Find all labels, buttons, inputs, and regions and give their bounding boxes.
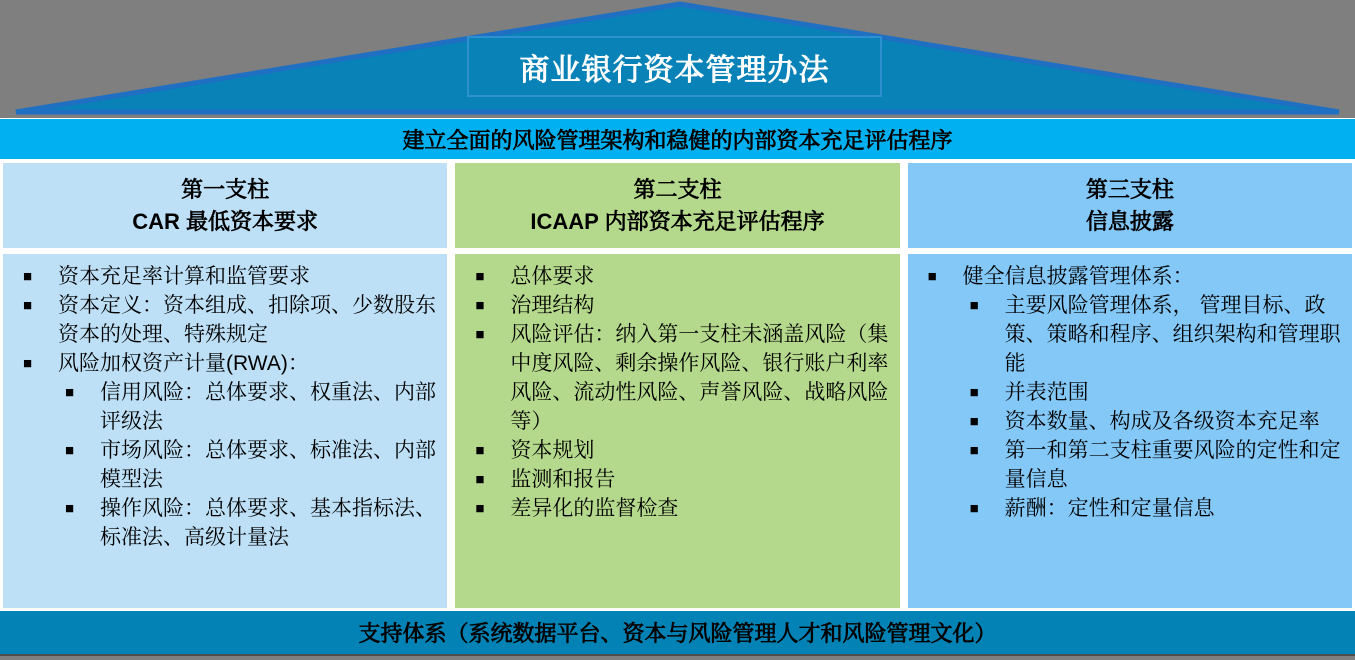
bullet-square-icon: ■ (969, 384, 979, 401)
list-item-text: 总体要求 (510, 265, 595, 288)
list-item-text: 操作风险：总体要求、基本指标法、标准法、高级计量法 (100, 497, 436, 549)
page-title-box (467, 36, 882, 97)
pillar1-header (3, 163, 447, 248)
bullet-square-icon: ■ (23, 355, 33, 372)
pillar2-body (455, 254, 899, 608)
list-item (3, 378, 441, 436)
list-item-text: 并表范围 (1004, 381, 1089, 404)
list-item (3, 436, 441, 494)
pillar3-header (908, 163, 1352, 248)
list-item-text: 薪酬：定性和定量信息 (1004, 497, 1215, 520)
list-item (455, 494, 893, 523)
bullet-square-icon: ■ (475, 268, 485, 285)
bullet-square-icon: ■ (23, 268, 33, 285)
list-item (455, 320, 893, 436)
bullet-square-icon: ■ (475, 500, 485, 517)
list-item-text: 差异化的监督检查 (510, 497, 679, 520)
pillar1-body (3, 254, 447, 608)
list-item (908, 436, 1346, 494)
list-item (908, 262, 1346, 291)
bullet-square-icon: ■ (475, 326, 485, 343)
list-item (908, 378, 1346, 407)
list-item-text: 资本数量、构成及各级资本充足率 (1004, 410, 1320, 433)
bullet-square-icon: ■ (969, 297, 979, 314)
bullet-square-icon: ■ (475, 442, 485, 459)
pillar2-header (455, 163, 899, 248)
top-banner (0, 119, 1355, 159)
bottom-banner (0, 611, 1355, 654)
list-item-text: 监测和报告 (510, 468, 616, 491)
bullet-square-icon: ■ (927, 268, 937, 285)
list-item (908, 494, 1346, 523)
list-item-text: 健全信息披露管理体系： (962, 265, 1194, 288)
pillar3-header-line2: 信息披露 (1085, 208, 1174, 234)
list-item-text: 风险加权资产计量(RWA)： (58, 352, 309, 375)
bullet-square-icon: ■ (65, 442, 75, 459)
list-item (455, 436, 893, 465)
list-item (455, 291, 893, 320)
bullet-square-icon: ■ (475, 297, 485, 314)
list-item-text: 资本充足率计算和监管要求 (58, 265, 310, 288)
list-item (908, 291, 1346, 378)
list-item (3, 349, 441, 378)
list-item (3, 291, 441, 349)
bullet-square-icon: ■ (65, 500, 75, 517)
bullet-square-icon: ■ (969, 413, 979, 430)
top-banner-text: 建立全面的风险管理架构和稳健的内部资本充足评估程序 (402, 127, 953, 153)
pillar1-header-line2: CAR 最低资本要求 (132, 208, 319, 234)
bullet-square-icon: ■ (65, 384, 75, 401)
list-item-text: 主要风险管理体系， 管理目标、政策、策略和程序、组织架构和管理职能 (1004, 294, 1341, 375)
list-item-text: 资本定义：资本组成、扣除项、少数股东资本的处理、特殊规定 (58, 294, 436, 346)
bullet-square-icon: ■ (969, 500, 979, 517)
roof-area (0, 0, 1355, 118)
list-item-text: 治理结构 (510, 294, 595, 317)
page-title: 商业银行资本管理办法 (519, 53, 830, 87)
bottom-banner-text: 支持体系（系统数据平台、资本与风险管理人才和风险管理文化） (358, 621, 997, 646)
pillar2-header-line2: ICAAP 内部资本充足评估程序 (530, 208, 825, 234)
list-item (455, 465, 893, 494)
list-item-text: 第一和第二支柱重要风险的定性和定量信息 (1004, 439, 1341, 491)
pillar2-header-line1: 第二支柱 (633, 176, 722, 202)
pillars-grid (3, 163, 1352, 608)
list-item-text: 市场风险：总体要求、标准法、内部模型法 (100, 439, 436, 491)
pillar-header-row (3, 163, 1352, 248)
pillar1-header-line1: 第一支柱 (181, 176, 270, 202)
pillar3-body (908, 254, 1352, 608)
bottom-gray-strip (0, 654, 1355, 660)
list-item (455, 262, 893, 291)
list-item (3, 262, 441, 291)
pillar3-header-line1: 第三支柱 (1085, 176, 1174, 202)
bullet-square-icon: ■ (23, 297, 33, 314)
bullet-square-icon: ■ (969, 442, 979, 459)
list-item (3, 494, 441, 552)
pillar-body-row (3, 254, 1352, 608)
list-item-text: 资本规划 (510, 439, 595, 462)
list-item (908, 407, 1346, 436)
list-item-text: 信用风险：总体要求、权重法、内部评级法 (100, 381, 436, 433)
bullet-square-icon: ■ (475, 471, 485, 488)
list-item-text: 风险评估：纳入第一支柱未涵盖风险（集中度风险、剩余操作风险、银行账户利率风险、流动性风险、声誉风险、战略风险等） (510, 323, 889, 433)
